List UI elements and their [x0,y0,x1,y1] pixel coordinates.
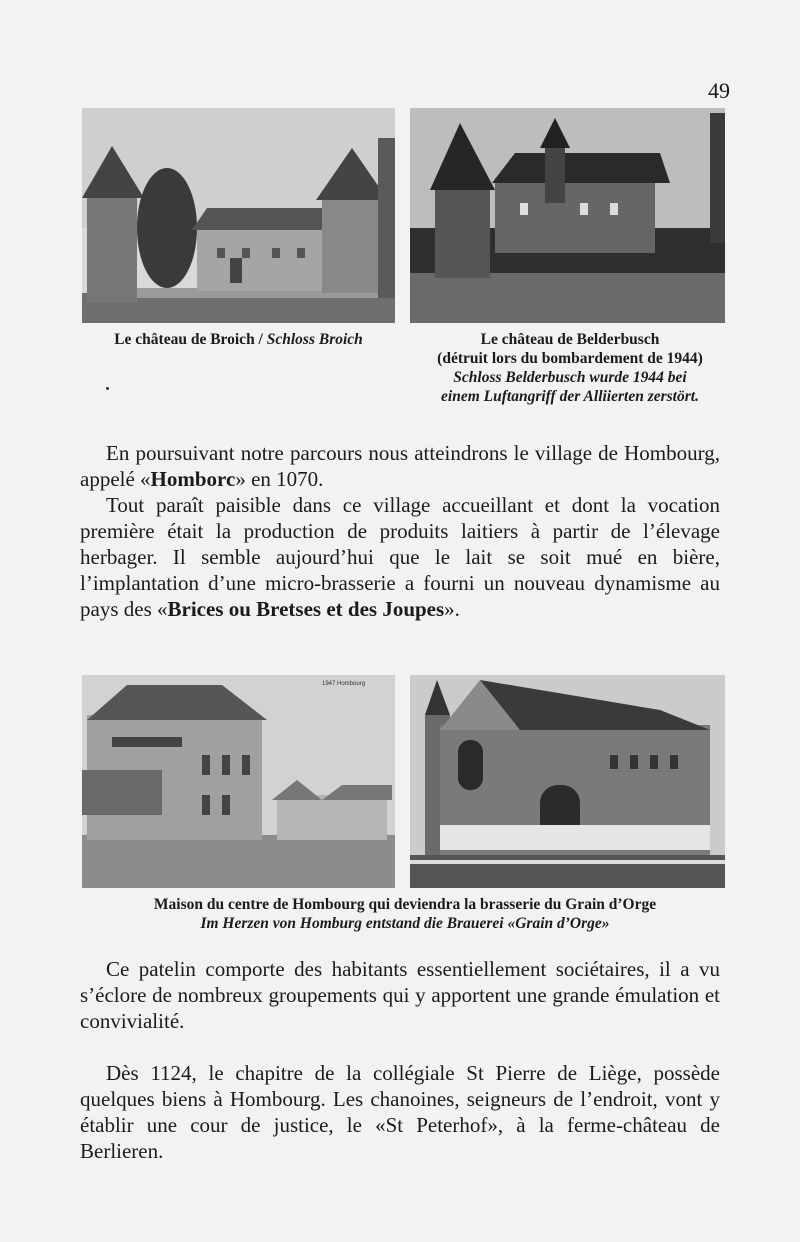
page-number: 49 [708,78,730,103]
stray-dot [106,387,109,390]
paragraph-vocation [80,492,720,622]
belderbusch-caption-line1: Le château de Belderbusch [480,331,660,348]
brasserie-caption-italic: Im Herzen von Homburg entstand die Brauerei «Grain d’Orge» [200,915,610,932]
p1-text-a: En poursuivant notre parcours nous atteindrons le village de Hombourg, appelé « [80,441,720,491]
belderbusch-caption-italic1: Schloss Belderbusch wurde 1944 bei [453,369,687,386]
broich-caption-italic: Schloss Broich [266,331,363,348]
hombourg-1947-photo [82,675,395,888]
brasserie-caption [70,895,740,933]
brasserie-caption-line1: Maison du centre de Hombourg qui deviendra la brasserie du Grain d’Orge [153,896,657,913]
paragraph-chapitre [80,1060,720,1164]
p2-bold: Brices ou Bretses et des Joupes [167,597,445,621]
p1-bold: Homborc [150,467,236,491]
p4-text: Dès 1124, le chapitre de la collégiale St Pierre de Liège, possède quelques biens à Hombourg. Les chanoines, seigneurs de l’endroit, vont y établir une cour de justice, le «St Peterhof», à la ferme-château de Berlieren. [80,1061,720,1163]
broich-caption-text: Le château de Broich / [114,331,267,348]
belderbusch-caption [410,330,730,406]
p2-text-a: Tout paraît paisible dans ce village accueillant et dont la vocation première était la production de produits laitiers à partir de l’élevage herbager. Il semble aujourd’hui que le lait se soit mué en bière, l’implantation d’une micro-brasserie a fourni un nouveau dynamisme au pays des « [80,493,720,621]
paragraph-hombourg [80,440,720,492]
paragraph-patelin [80,956,720,1034]
belderbusch-caption-italic2: einem Luftangriff der Alliierten zerstört. [441,388,699,405]
p1-text-b: » en 1070. [235,467,324,491]
broich-castle-photo [82,108,395,323]
photo-stamp: 1947 Hombourg [322,681,366,687]
broich-caption [82,330,395,349]
brasserie-photo [410,675,725,888]
p3-text: Ce patelin comporte des habitants essentiellement sociétaires, il a vu s’éclore de nombreux groupements qui y apportent une grande émulation et convivialité. [80,957,720,1033]
p2-text-b: ». [444,597,460,621]
belderbusch-castle-photo [410,108,725,323]
belderbusch-caption-line2: (détruit lors du bombardement de 1944) [437,350,703,367]
